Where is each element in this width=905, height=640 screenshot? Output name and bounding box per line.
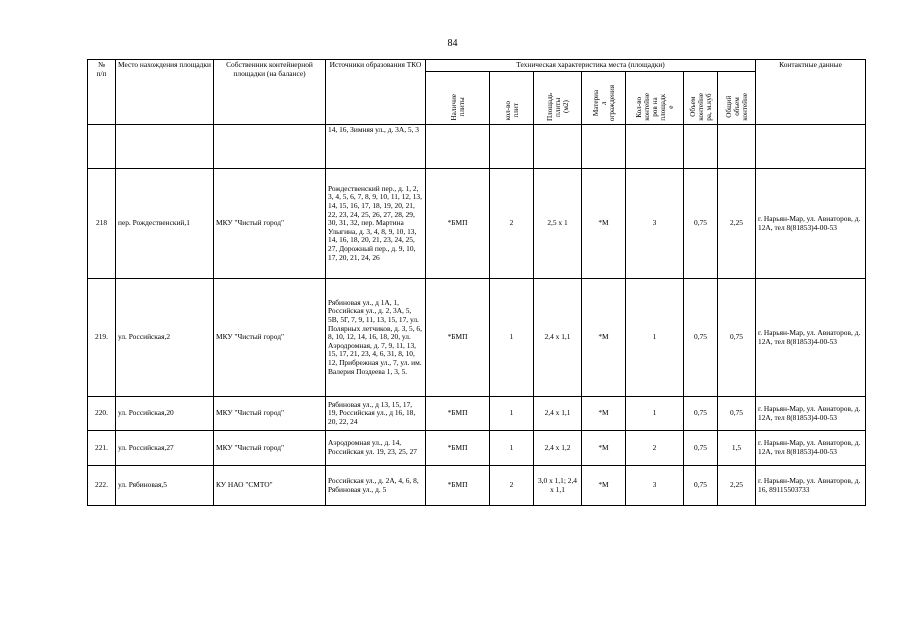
cell-count: 2 (490, 466, 534, 506)
cell-total: 2,25 (718, 466, 756, 506)
cell-presence: *БМП (426, 431, 490, 466)
cell-count: 1 (490, 279, 534, 397)
cell-count: 1 (490, 397, 534, 431)
cell-volume: 0,75 (684, 466, 718, 506)
table-row (88, 466, 866, 506)
cell-area: 2,4 х 1,1 (534, 397, 582, 431)
cell-containers: 2 (626, 431, 684, 466)
cell-sources: Аэродромная ул., д. 14, Российская ул. 19, 23, 25, 27 (326, 431, 426, 466)
subheader-presence: Наличие плиты (426, 72, 490, 125)
header-num: № п/п (88, 60, 116, 125)
header-sources: Источники образования ТКО (326, 60, 426, 125)
cell-contacts: г. Нарьян-Мар, ул. Авиаторов, д. 16, 89115503733 (756, 466, 866, 506)
cell-num: 219. (88, 279, 116, 397)
waste-sites-table (87, 59, 866, 506)
table-row (88, 279, 866, 397)
cell-containers: 3 (626, 169, 684, 279)
subheader-volume: Объем контейне ра, м.куб (684, 72, 718, 125)
cell-owner: МКУ "Чистый город" (214, 169, 326, 279)
cell-total: 1,5 (718, 431, 756, 466)
subheader-containers: Кол-во контейне ров на площадк е (626, 72, 684, 125)
header-row (88, 60, 866, 72)
cell-total: 0,75 (718, 397, 756, 431)
cell-area: 2,4 х 1,2 (534, 431, 582, 466)
cell-sources: Российская ул., д. 2А, 4, 6, 8, Рябиновая ул., д. 5 (326, 466, 426, 506)
header-location: Место нахождения площадки (116, 60, 214, 125)
header-tech: Техническая характеристика места (площадки) (426, 60, 756, 72)
cell-contacts: г. Нарьян-Мар, ул. Авиаторов, д. 12А, тел 8(81853)4-00-53 (756, 169, 866, 279)
cell-volume: 0,75 (684, 431, 718, 466)
cell-location: ул. Российская,20 (116, 397, 214, 431)
continuation-sources: 14, 16, Зимняя ул., д. 3А, 5, 3 (326, 125, 426, 169)
table-row (88, 431, 866, 466)
cell-material: *М (582, 279, 626, 397)
subheader-count: кол-во плит (490, 72, 534, 125)
cell-location: ул. Рябиновая,5 (116, 466, 214, 506)
cell-volume: 0,75 (684, 169, 718, 279)
cell-presence: *БМП (426, 466, 490, 506)
cell-location: ул. Российская,27 (116, 431, 214, 466)
cell-total: 2,25 (718, 169, 756, 279)
cell-material: *М (582, 431, 626, 466)
cell-count: 1 (490, 431, 534, 466)
cell-location: ул. Российская,2 (116, 279, 214, 397)
cell-material: *М (582, 466, 626, 506)
subheader-material: Материа л ограждения (582, 72, 626, 125)
cell-area: 2,4 х 1,1 (534, 279, 582, 397)
cell-area: 2,5 х 1 (534, 169, 582, 279)
cell-owner: МКУ "Чистый город" (214, 397, 326, 431)
cell-sources: Рождественский пер., д. 1, 2, 3, 4, 5, 6, 7, 8, 9, 10, 11, 12, 13, 14, 15, 16, 17, 18, 19, 20, 21, 22, 23, 24, 25, 26, 27, 28, 29, 30, 31, 32, пер. Мартина Улыгина, д. 3, 4, 8, 9, 10, 13, 14, 16, 18, 20, 21, 23, 24, 25, 27, Дорожный пер., д. 9, 10, 17, 20, 21, 24, 26 (326, 169, 426, 279)
subheader-total: Общий объем контейне (718, 72, 756, 125)
cell-material: *М (582, 169, 626, 279)
cell-contacts: г. Нарьян-Мар, ул. Авиаторов, д. 12А, тел 8(81853)4-00-53 (756, 431, 866, 466)
cell-containers: 1 (626, 397, 684, 431)
subheader-area: Площадь плиты (м2) (534, 72, 582, 125)
cell-containers: 3 (626, 466, 684, 506)
cell-sources: Рябиновая ул., д 1А, 1, Российская ул., д. 2, 3А, 5, 5В, 5Г, 7, 9, 11, 13, 15, 17, ул. Полярных летчиков, д. 3, 5, 6, 8, 10, 12, 14, 16, 18, 20, ул. Аэродромная, д. 7, 9, 11, 13, 15, 17, 21, 23, 4, 6, 31, 8, 10, 12, Прибрежная ул., 7, ул. им. Валерия Поздеева 1, 3, 5. (326, 279, 426, 397)
cell-total: 0,75 (718, 279, 756, 397)
cell-owner: КУ НАО "СМТО" (214, 466, 326, 506)
cell-contacts: г. Нарьян-Мар, ул. Авиаторов, д. 12А, тел 8(81853)4-00-53 (756, 279, 866, 397)
cell-num: 218 (88, 169, 116, 279)
cell-owner: МКУ "Чистый город" (214, 431, 326, 466)
header-contacts: Контактные данные (756, 60, 866, 125)
cell-presence: *БМП (426, 279, 490, 397)
cell-area: 3,0 х 1,1; 2,4 х 1,1 (534, 466, 582, 506)
table-row (88, 397, 866, 431)
cell-volume: 0,75 (684, 397, 718, 431)
cell-location: пер. Рождественский,1 (116, 169, 214, 279)
cell-num: 222. (88, 466, 116, 506)
cell-owner: МКУ "Чистый город" (214, 279, 326, 397)
cell-contacts: г. Нарьян-Мар, ул. Авиаторов, д. 12А, тел 8(81853)4-00-53 (756, 397, 866, 431)
cell-sources: Рябиновая ул., д 13, 15, 17, 19, Российская ул., д 16, 18, 20, 22, 24 (326, 397, 426, 431)
cell-containers: 1 (626, 279, 684, 397)
continuation-row (88, 125, 866, 169)
cell-presence: *БМП (426, 169, 490, 279)
page-number: 84 (447, 38, 458, 49)
cell-count: 2 (490, 169, 534, 279)
cell-num: 220. (88, 397, 116, 431)
cell-num: 221. (88, 431, 116, 466)
table-row (88, 169, 866, 279)
header-owner: Собственник контейнерной площадки (на балансе) (214, 60, 326, 125)
cell-material: *М (582, 397, 626, 431)
cell-volume: 0,75 (684, 279, 718, 397)
cell-presence: *БМП (426, 397, 490, 431)
